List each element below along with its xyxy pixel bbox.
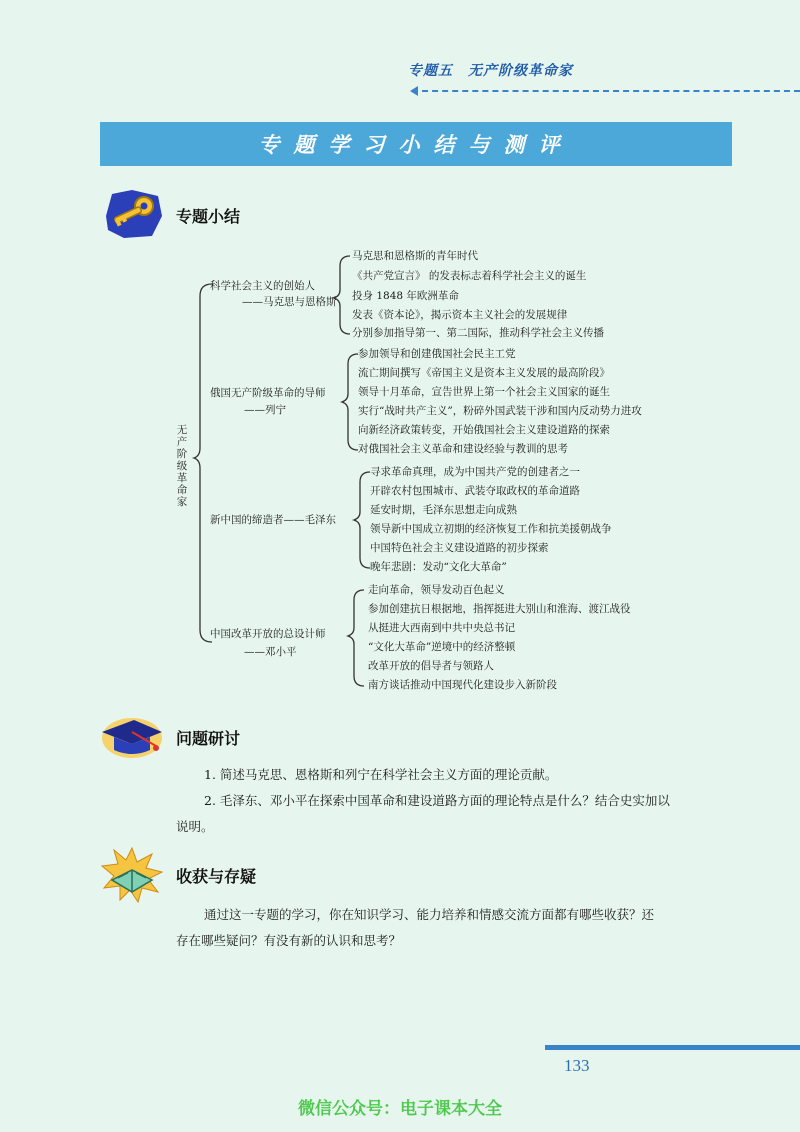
tree-item: 实行“战时共产主义”，粉碎外国武装干涉和国内反动势力进攻 [358, 405, 642, 417]
reflection-line-2: 存在哪些疑问？有没有新的认识和思考？ [176, 933, 402, 948]
branch-name: 中国改革开放的总设计师 [210, 628, 326, 640]
reflection-title: 收获与存疑 [176, 867, 257, 886]
tree-root-label: 无产阶级革命家 [176, 424, 188, 508]
question-1: 1. 简述马克思、恩格斯和列宁在科学社会主义方面的理论贡献。 [204, 767, 558, 782]
tree-item: 领导新中国成立初期的经济恢复工作和抗美援朝战争 [370, 523, 612, 535]
tree-item: 投身 1848 年欧洲革命 [352, 290, 459, 302]
page-number: 133 [564, 1056, 590, 1075]
branch-name: 科学社会主义的创始人 [210, 280, 315, 292]
question-2: 2. 毛泽东、邓小平在探索中国革命和建设道路方面的理论特点是什么？结合史实加以 [204, 793, 670, 808]
tree-item: 从挺进大西南到中共中央总书记 [368, 622, 515, 634]
branch-subtitle: ——邓小平 [244, 646, 297, 658]
tree-item: 领导十月革命，宣告世界上第一个社会主义国家的诞生 [358, 386, 610, 398]
branch-name: 新中国的缔造者——毛泽东 [210, 514, 336, 526]
tree-item: 向新经济政策转变，开始俄国社会主义建设道路的探索 [358, 424, 610, 436]
tree-item: 流亡期间撰写《帝国主义是资本主义发展的最高阶段》 [358, 367, 610, 379]
tree-item: 延安时期，毛泽东思想走向成熟 [370, 504, 517, 516]
tree-item: “文化大革命”逆境中的经济整顿 [368, 641, 516, 653]
graduation-cap-icon [96, 712, 166, 766]
chapter-title: 专题五 无产阶级革命家 [408, 63, 573, 79]
tree-item: 分别参加指导第一、第二国际，推动科学社会主义传播 [352, 327, 604, 339]
branch-name: 俄国无产阶级革命的导师 [210, 387, 326, 399]
tree-item: 《共产党宣言》 的发表标志着科学社会主义的诞生 [352, 270, 587, 282]
tree-item: 走向革命，领导发动百色起义 [368, 584, 505, 596]
reflection-line-1: 通过这一专题的学习，你在知识学习、能力培养和情感交流方面都有哪些收获？还 [204, 907, 655, 922]
question-2-continued: 说明。 [176, 819, 214, 834]
tree-item: 马克思和恩格斯的青年时代 [352, 250, 478, 262]
tree-item: 改革开放的倡导者与领路人 [368, 660, 494, 672]
tree-item: 发表《资本论》，揭示资本主义社会的发展规律 [352, 309, 568, 321]
branch-subtitle: ——马克思与恩格斯 [242, 296, 337, 308]
watermark-footer: 微信公众号：电子课本大全 [298, 1099, 502, 1119]
tree-item: 开辟农村包围城市、武装夺取政权的革命道路 [370, 485, 580, 497]
branch-subtitle: ——列宁 [244, 404, 286, 416]
tree-item: 参加领导和创建俄国社会民主工党 [358, 348, 516, 360]
page-number-rule [545, 1045, 800, 1050]
tree-item: 中国特色社会主义建设道路的初步探索 [370, 542, 549, 554]
discussion-title: 问题研讨 [176, 729, 241, 748]
banner-title: 专题学习小结与测评 [258, 133, 574, 157]
open-book-icon [100, 846, 164, 908]
tree-item: 晚年悲剧：发动“文化大革命” [370, 561, 507, 573]
tree-item: 寻求革命真理，成为中国共产党的创建者之一 [370, 466, 580, 478]
tree-item: 参加创建抗日根据地，指挥挺进大别山和淮海、渡江战役 [368, 603, 631, 615]
summary-title: 专题小结 [176, 207, 241, 226]
tree-item: 南方谈话推动中国现代化建设步入新阶段 [368, 679, 557, 691]
tree-item: 对俄国社会主义革命和建设经验与教训的思考 [358, 443, 568, 455]
